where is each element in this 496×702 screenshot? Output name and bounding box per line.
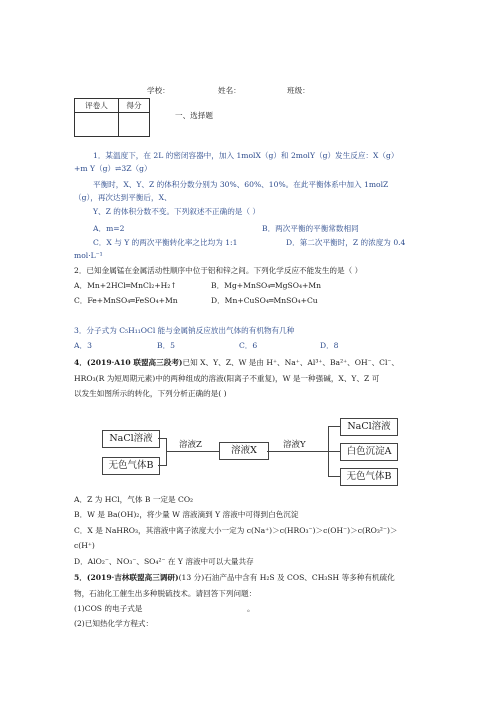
diagram-line <box>328 451 340 452</box>
diagram-line <box>267 451 328 452</box>
diagram-left-nacl-box: NaCl溶液 <box>102 430 160 448</box>
score-table-cell-score[interactable] <box>119 113 150 137</box>
q1-line1: 1．某温度下，在 2L 的密闭容器中，加入 1molX（g）和 2molY（g）发生反应：X（g） <box>93 151 399 160</box>
section-title: 一、选择题 <box>175 111 213 120</box>
diagram-line <box>328 476 340 477</box>
q1-option-d-unit: mol·L⁻¹ <box>74 251 103 260</box>
diagram-center-box: 溶液X <box>219 442 269 460</box>
q4-line2: HRO₃(R 为短周期元素)中的两种组成的溶液(阳离子不重复)，W 是一种强碱，X、Y、Z 可 <box>74 374 380 383</box>
diagram-right-nacl-box: NaCl溶液 <box>340 418 398 436</box>
diagram-line <box>166 451 219 452</box>
q1-line5: Y、Z 的体积分数不变。下列叙述不正确的是（ ） <box>93 207 260 216</box>
q4-line1: 已知 X、Y、Z、W 是由 H⁺、Na⁺、Al³⁺、Ba²⁺、OH⁻、Cl⁻、 <box>182 358 400 367</box>
diagram-label-y: 溶液Y <box>283 440 306 450</box>
q1-option-a: A．m=2 <box>93 224 125 233</box>
q2-option-b: B．Mg+MnSO₄═MgSO₄+Mn <box>211 281 322 290</box>
q4-option-d: D．AlO₂⁻、NO₃⁻、SO₄²⁻ 在 Y 溶液中可以大量共存 <box>74 557 254 566</box>
q2-stem: 2．已知金属锰在金属活动性顺序中位于铝和锌之间。下列化学反应不能发生的是（ ） <box>74 266 363 275</box>
q4-line3: 以发生如图所示的转化，下列分析正确的是( ) <box>74 389 227 398</box>
diagram-line <box>158 438 166 439</box>
score-table-cell-grader[interactable] <box>75 113 119 137</box>
q5-line2: 物，石油化工催生出多种脱硫技术。请回答下列问题： <box>74 589 257 598</box>
diagram-left-gas-box: 无色气体B <box>102 457 160 475</box>
q3-option-d: D．8 <box>320 341 339 350</box>
q1-option-c: C．X 与 Y 的两次平衡转化率之比均为 1:1 <box>93 238 238 247</box>
diagram-right-gas-box: 无色气体B <box>340 468 398 486</box>
name-label: 姓名： <box>218 86 241 95</box>
q4-option-c: C．X 是 NaHRO₃，其溶液中离子浓度大小一定为 c(Na⁺)＞c(HRO₃⁻)＞c(OH⁻)＞c(RO₃²⁻)＞ <box>74 526 398 535</box>
q1-line4: （g），再次达到平衡后，X、 <box>74 193 172 202</box>
q4-option-a: A．Z 为 HCl，气体 B 一定是 CO₂ <box>74 495 194 504</box>
diagram-right-precipitate-box: 白色沉淀A <box>340 443 398 461</box>
q5-part1: (1)COS 的电子式是 <box>74 604 143 613</box>
q3-option-c: C．6 <box>239 341 258 350</box>
q4-option-c-cont: c(H⁺) <box>74 541 95 550</box>
q1-option-d: D．第二次平衡时，Z 的浓度为 0.4 <box>286 238 406 247</box>
q3-stem: 3．分子式为 C₅H₁₁OCl 能与金属钠反应放出气体的有机物有几种 <box>74 326 295 335</box>
q4-source: 4．(2019·A10 联盟高三段考) <box>74 358 183 367</box>
school-label: 学校： <box>147 86 170 95</box>
diagram-line <box>166 438 167 466</box>
q3-option-a: A．3 <box>74 341 92 350</box>
q2-option-c: C．Fe+MnSO₄═FeSO₄+Mn <box>74 296 178 305</box>
q1-line2: +m Y（g）⇌3Z（g） <box>74 164 152 173</box>
q1-option-b: B．两次平衡的平衡常数相同 <box>262 224 359 233</box>
q2-option-a: A．Mn+2HCl═MnCl₂+H₂↑ <box>74 281 177 290</box>
score-table-header-grader: 评卷人 <box>75 99 119 113</box>
q5-part2: (2)已知热化学方程式： <box>74 619 154 628</box>
q3-option-b: B．5 <box>157 341 176 350</box>
score-table-header-score: 得分 <box>119 99 150 113</box>
q5-line1: (13 分)石油产品中含有 H₂S 及 COS、CH₃SH 等多种有机硫化 <box>178 573 395 582</box>
q5-part1-end: 。 <box>247 604 255 613</box>
q1-line3: 平衡时，X、Y、Z 的体积分数分别为 30%、60%、10%。在此平衡体系中加入 1molZ <box>93 180 389 189</box>
score-table <box>74 98 150 137</box>
q5-source: 5．(2019·吉林联盟高三调研) <box>74 573 179 582</box>
q2-option-d: D．Mn+CuSO₄═MnSO₄+Cu <box>211 296 318 305</box>
diagram-line <box>328 426 340 427</box>
class-label: 班级： <box>287 86 310 95</box>
diagram-label-z: 溶液Z <box>179 440 202 450</box>
diagram-line <box>158 465 166 466</box>
q4-option-b: B．W 是 Ba(OH)₂，将少量 W 溶液滴到 Y 溶液中可得到白色沉淀 <box>74 510 299 519</box>
